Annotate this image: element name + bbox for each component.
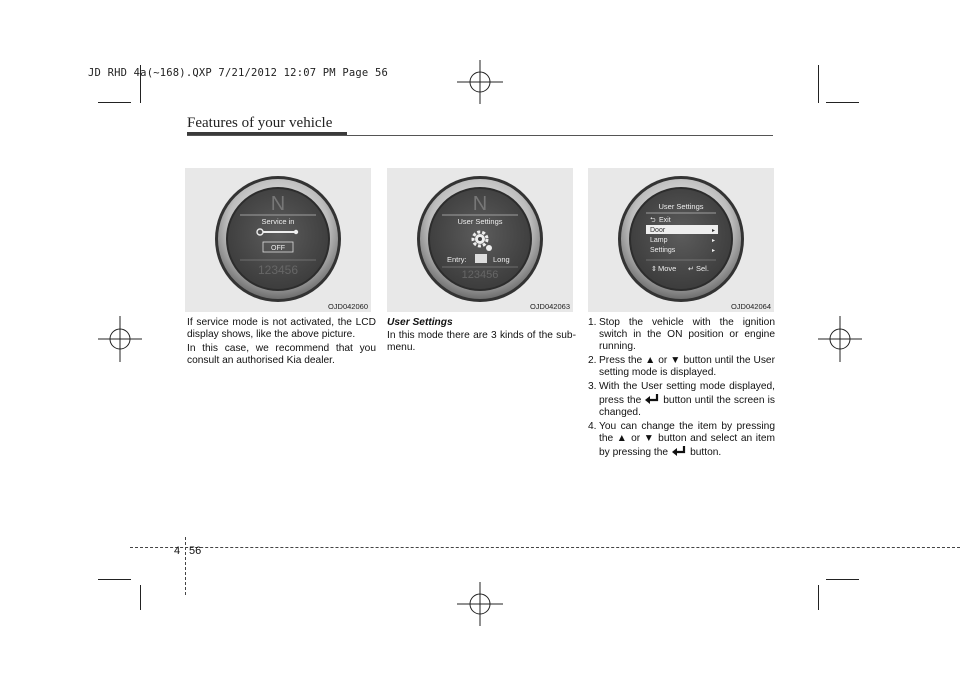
- page-number: 56: [189, 545, 202, 557]
- figure-code: OJD042060: [327, 302, 368, 311]
- chevron-right-icon: ▸: [712, 228, 716, 234]
- screen-sel-label: Sel.: [696, 264, 709, 273]
- figure-user-settings-entry: [387, 168, 573, 312]
- print-slug: JD RHD 4a(~168).QXP 7/21/2012 12:07 PM Page 56: [88, 67, 388, 79]
- svg-text:N: N: [472, 193, 488, 215]
- figure-service-mode: [185, 168, 371, 312]
- step-item: [588, 421, 775, 459]
- registration-mark-left: [98, 316, 142, 362]
- step-number: 2.: [588, 355, 597, 366]
- registration-mark-right: [818, 316, 862, 362]
- figure-code: OJD042063: [529, 302, 570, 311]
- screen-odometer: 123456: [461, 269, 499, 281]
- steps-list: [588, 317, 775, 459]
- menu-item-settings: Settings: [650, 247, 676, 254]
- section-title: Features of your vehicle: [187, 115, 333, 131]
- crop-mark: [826, 102, 859, 103]
- column-service-mode-text: [187, 317, 376, 369]
- enter-button-icon: [644, 393, 660, 405]
- chevron-right-icon: ▸: [712, 248, 716, 254]
- step-item: [588, 317, 775, 353]
- step-item: [588, 381, 775, 419]
- section-number: 4: [174, 545, 181, 557]
- column-user-settings-text: [387, 317, 576, 356]
- step-text: button.: [690, 447, 722, 458]
- column-steps: [588, 317, 775, 461]
- screen-user-settings-title: User Settings: [457, 217, 503, 226]
- svg-text:N: N: [270, 193, 286, 215]
- step-number: 3.: [588, 381, 597, 392]
- subheading-user-settings: User Settings: [387, 317, 453, 328]
- screen-service-title: Service in: [261, 217, 295, 226]
- screen-odometer: 123456: [257, 263, 299, 277]
- enter-key-icon: [475, 254, 487, 263]
- crop-mark: [818, 65, 819, 103]
- screen-menu-title: User Settings: [658, 202, 704, 211]
- step-number: 4.: [588, 421, 597, 432]
- step-item: [588, 355, 775, 379]
- crop-mark: [818, 585, 819, 610]
- registration-mark-top: [455, 60, 505, 104]
- footer-divider: [185, 537, 186, 595]
- paragraph: If service mode is not activated, the LCD display shows, like the above picture.: [187, 317, 376, 340]
- screen-long-label: Long: [493, 255, 510, 264]
- chevron-right-icon: ▸: [712, 238, 716, 244]
- menu-item-door: Door: [650, 227, 666, 234]
- step-text: button until the screen is changed.: [599, 395, 776, 418]
- step-text: Press the ▲ or ▼ button until the User setting mode is displayed.: [599, 355, 775, 378]
- menu-item-exit: Exit: [659, 217, 671, 224]
- crop-mark: [826, 579, 859, 580]
- screen-entry-label: Entry:: [447, 255, 467, 264]
- exit-icon: ⮌: [650, 217, 656, 224]
- step-text: With the User setting mode displayed, press the: [599, 381, 775, 406]
- screen-service-value: OFF: [271, 245, 285, 252]
- menu-item-lamp: Lamp: [650, 237, 668, 244]
- crop-mark: [140, 585, 141, 610]
- header-rule: [187, 135, 773, 136]
- crop-mark: [98, 102, 131, 103]
- enter-icon: ↵: [688, 266, 694, 273]
- step-number: 1.: [588, 317, 597, 328]
- paragraph: In this case, we recommend that you consult an authorised Kia dealer.: [187, 343, 376, 366]
- figure-code: OJD042064: [730, 302, 771, 311]
- step-text: Stop the vehicle with the ignition switch in the ON position or engine running.: [599, 317, 775, 352]
- paragraph: In this mode there are 3 kinds of the sub-menu.: [387, 330, 576, 353]
- screen-move-label: Move: [658, 264, 677, 273]
- footer-rule: [130, 547, 960, 548]
- crop-mark: [98, 579, 131, 580]
- step-text: You can change the item by pressing the ▲ or ▼ button and select an item by pressing the: [599, 421, 775, 458]
- registration-mark-bottom: [455, 582, 505, 626]
- figure-user-settings-menu: [588, 168, 774, 312]
- enter-button-icon: [671, 445, 687, 457]
- updown-icon: ⇕: [651, 266, 657, 273]
